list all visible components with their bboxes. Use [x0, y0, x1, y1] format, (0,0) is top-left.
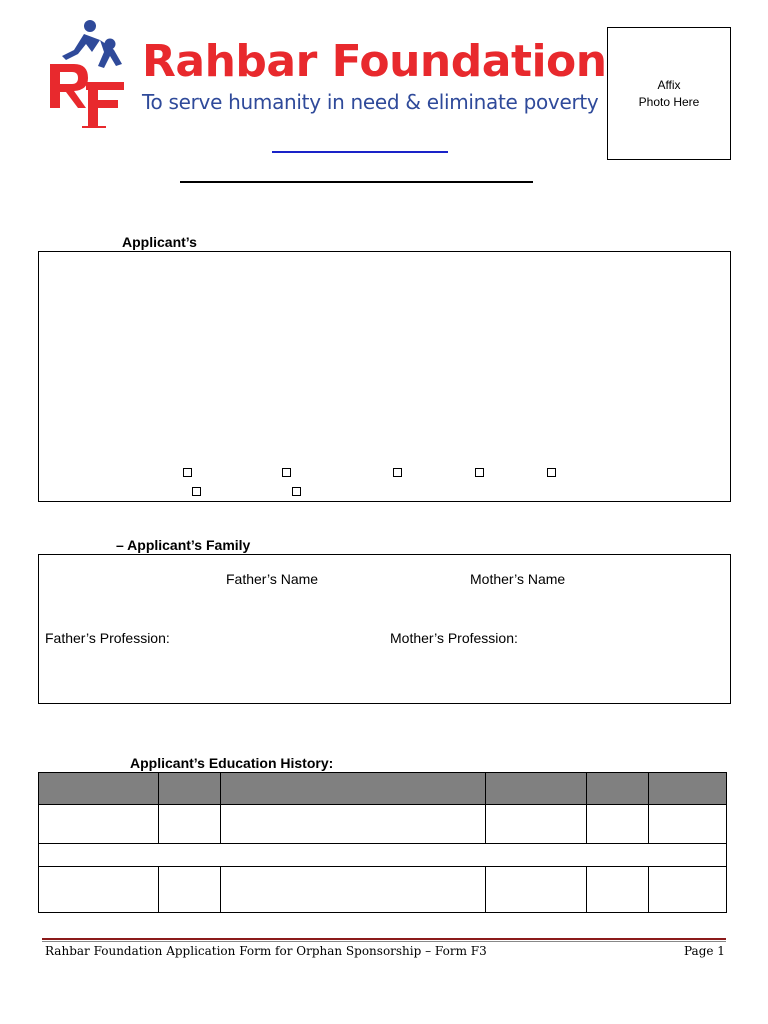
family-section-title: – Applicant’s Family — [116, 537, 251, 553]
table-header-cell — [587, 773, 649, 805]
mothers-name-label: Mother’s Name — [470, 571, 566, 587]
table-cell[interactable] — [486, 805, 587, 844]
checkbox[interactable] — [183, 468, 192, 477]
photo-box — [607, 27, 731, 160]
table-header-cell — [220, 773, 486, 805]
photo-box-line2: Photo Here — [638, 94, 700, 109]
checkbox[interactable] — [547, 468, 556, 477]
checkbox[interactable] — [292, 487, 301, 496]
link-underline — [272, 151, 448, 153]
applicant-section-title: Applicant’s — [122, 234, 197, 250]
table-merged-row — [39, 844, 727, 867]
footer-rule-shadow — [42, 941, 726, 942]
table-cell[interactable] — [39, 867, 159, 913]
table-cell[interactable] — [649, 805, 727, 844]
table-cell[interactable] — [220, 867, 486, 913]
checkbox[interactable] — [393, 468, 402, 477]
checkbox[interactable] — [282, 468, 291, 477]
table-header-cell — [649, 773, 727, 805]
mothers-profession-label: Mother’s Profession: — [390, 630, 518, 646]
table-cell[interactable] — [649, 867, 727, 913]
fathers-name-label: Father’s Name — [226, 571, 319, 587]
table-header-row — [39, 773, 727, 805]
education-section-title: Applicant’s Education History: — [130, 755, 334, 771]
brand-title: Rahbar Foundation — [142, 36, 607, 87]
checkbox[interactable] — [475, 468, 484, 477]
education-history-table — [38, 772, 727, 913]
applicant-details-box — [38, 251, 731, 502]
table-cell[interactable] — [587, 867, 649, 913]
table-header-cell — [486, 773, 587, 805]
checkbox[interactable] — [192, 487, 201, 496]
table-header-cell — [158, 773, 220, 805]
family-details-box — [38, 554, 731, 704]
table-cell[interactable] — [39, 805, 159, 844]
form-title-underline — [180, 181, 533, 183]
table-cell[interactable] — [158, 867, 220, 913]
table-merged-cell[interactable] — [39, 844, 727, 867]
table-cell[interactable] — [587, 805, 649, 844]
table-cell[interactable] — [220, 805, 486, 844]
footer-rule — [42, 938, 726, 940]
fathers-profession-label: Father’s Profession: — [45, 630, 170, 646]
table-row — [39, 867, 727, 913]
table-cell[interactable] — [486, 867, 587, 913]
table-header-cell — [39, 773, 159, 805]
table-row — [39, 805, 727, 844]
table-cell[interactable] — [158, 805, 220, 844]
footer-form-name: Rahbar Foundation Application Form for Orphan Sponsorship – Form F3 — [45, 944, 487, 958]
rahbar-foundation-logo — [44, 18, 130, 130]
footer-page-number: Page 1 — [684, 944, 725, 958]
brand-tagline: To serve humanity in need & eliminate poverty — [142, 90, 599, 114]
photo-box-line1: Affix — [657, 77, 681, 92]
